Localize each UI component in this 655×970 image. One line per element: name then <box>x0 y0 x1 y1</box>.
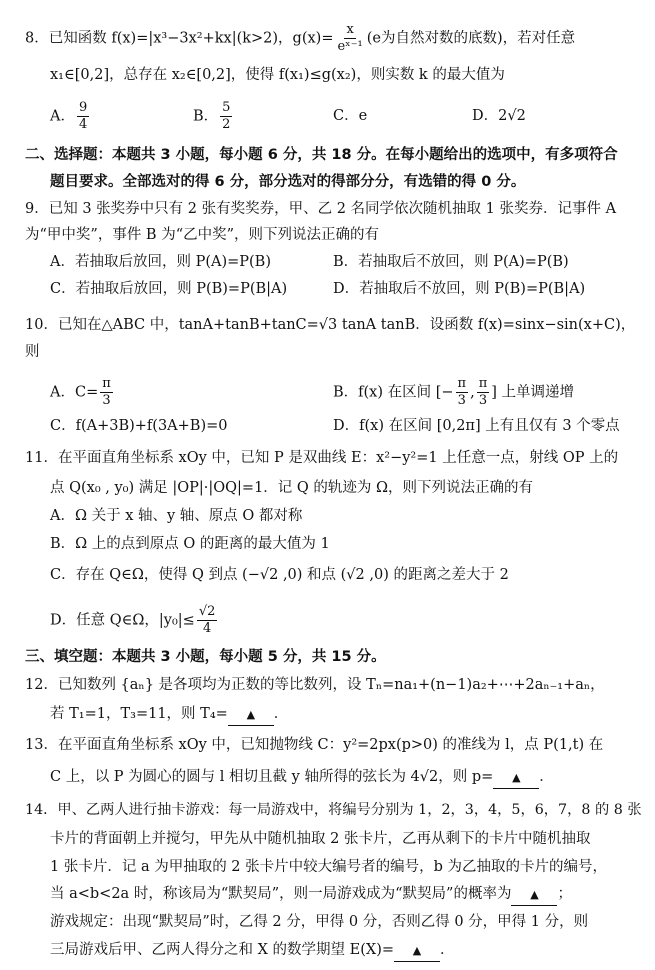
q14-stem6-prefix: 三局游戏后甲、乙两人得分之和 X 的数学期望 E(X)= <box>50 942 395 958</box>
q8-stem-line1 <box>25 22 575 55</box>
q12-stem-suffix: ． <box>273 706 289 722</box>
q10-option-b <box>333 376 574 409</box>
q14-stem6-suffix: ． <box>440 942 455 958</box>
section2-header-line2: 题目要求。全部选对的得 6 分，部分选对的得部分分，有选错的得 0 分。 <box>50 174 526 190</box>
q13-stem-suffix: ． <box>539 769 554 785</box>
q9-option-d: D．若抽取后不放回，则 P(B)=P(B|A) <box>333 281 586 297</box>
q10-option-b-fraction2 <box>477 376 490 409</box>
q8-option-b <box>193 100 234 133</box>
q13-answer-blank: ▲ <box>493 768 539 789</box>
q8-g-fraction <box>335 22 364 55</box>
q9-stem-line2: 为“甲中奖”，事件 B 为“乙中奖”，则下列说法正确的有 <box>25 227 380 243</box>
q11-option-a: A．Ω 关于 x 轴、y 轴、原点 O 都对称 <box>50 508 303 524</box>
q10-stem-line2: 则 <box>25 344 40 360</box>
q8-stem-line2: x₁∈[0,2]，总存在 x₂∈[0,2]，使得 f(x₁)≤g(x₂)，则实数 k 的最大值为 <box>50 67 505 83</box>
q12-stem-line1: 12．已知数列 {aₙ} 是各项均为正数的等比数列，设 Tₙ=na₁+(n−1)a₂+⋯+2aₙ₋₁+aₙ， <box>25 677 605 693</box>
q8-option-d: D．2√2 <box>472 108 526 124</box>
q11-option-d-prefix: D．任意 Q∈Ω，|y₀|≤ <box>50 612 195 629</box>
q8-option-c: C．e <box>333 108 368 124</box>
q14-answer-blank-1: ▲ <box>511 885 557 906</box>
q14-answer-blank-2: ▲ <box>394 941 440 962</box>
q14-stem-line3: 1 张卡片．记 a 为甲抽取的 2 张卡片中较大编号者的编号，b 为乙抽取的卡片的编号， <box>50 859 608 875</box>
q11-option-d-num: √2 <box>198 604 216 619</box>
q11-option-b: B．Ω 上的点到原点 O 的距离的最大值为 1 <box>50 536 330 552</box>
q12-stem-prefix: 若 T₁=1，T₃=11，则 T₄= <box>50 706 228 722</box>
q9-option-b: B．若抽取后不放回，则 P(A)=P(B) <box>333 254 569 270</box>
q10-option-b-suffix: ] 上单调递增 <box>491 384 575 401</box>
q10-option-b-den2: 3 <box>478 393 488 408</box>
q8-stem-part1: 8．已知函数 f(x)=|x³−3x²+kx|(k>2)，g(x)= <box>25 30 334 47</box>
q10-option-b-den1: 3 <box>457 393 466 408</box>
q14-stem4-suffix: ； <box>557 886 572 902</box>
q14-stem-line6 <box>50 940 455 962</box>
q11-stem-line2: 点 Q(x₀ , y₀) 满足 |OP|·|OQ|=1．记 Q 的轨迹为 Ω，则下列说法正确的有 <box>50 480 534 496</box>
q8-option-b-den: 2 <box>222 117 231 132</box>
q10-option-a-num: π <box>102 376 111 391</box>
q9-option-a: A．若抽取后放回，则 P(A)=P(B) <box>50 254 271 270</box>
q11-stem-line1: 11．在平面直角坐标系 xOy 中，已知 P 是双曲线 E：x²−y²=1 上任意一点，射线 OP 上的 <box>25 450 619 466</box>
q14-stem-line5: 游戏规定：出现“默契局”时，乙得 2 分，甲得 0 分，否则乙得 0 分，甲得 1 分，则 <box>50 914 589 930</box>
q11-option-d-den: 4 <box>202 621 212 636</box>
q8-option-a-den: 4 <box>78 117 88 132</box>
q10-option-b-fraction1 <box>456 376 469 409</box>
q10-option-b-num2: π <box>478 376 488 391</box>
q8-option-a-fraction <box>77 100 89 133</box>
q12-stem-line2 <box>50 704 288 726</box>
q8-g-denominator: eˣ⁻¹ <box>337 39 363 54</box>
q14-stem-line1: 14．甲、乙两人进行抽卡游戏：每一局游戏中，将编号分别为 1，2，3，4，5，6，7，8 的 8 张 <box>25 802 642 818</box>
q14-stem-line4 <box>50 884 572 906</box>
section3-header: 三、填空题：本题共 3 小题，每小题 5 分，共 15 分。 <box>25 649 386 665</box>
q8-option-a-num: 9 <box>78 100 88 115</box>
q10-option-a-fraction <box>100 376 113 409</box>
q9-option-c: C．若抽取后放回，则 P(B)=P(B|A) <box>50 281 288 297</box>
q14-stem4-prefix: 当 a<b<2a 时，称该局为“默契局”，则一局游戏成为“默契局”的概率为 <box>50 886 512 902</box>
q11-option-c: C．存在 Q∈Ω，使得 Q 到点 (−√2 ,0) 和点 (√2 ,0) 的距离之差大于 2 <box>50 567 509 583</box>
q14-stem-line2: 卡片的背面朝上并搅匀，甲先从中随机抽取 2 张卡片，乙再从剩下的卡片中随机抽取 <box>50 831 591 847</box>
q10-option-a-label: A．C= <box>50 384 99 401</box>
q11-option-d-fraction <box>197 604 218 637</box>
q13-stem-line2 <box>50 767 554 789</box>
q10-option-b-prefix: B．f(x) 在区间 [− <box>333 384 454 401</box>
q8-option-b-fraction <box>220 100 232 133</box>
q12-answer-blank: ▲ <box>228 705 274 726</box>
q10-option-a-den: 3 <box>102 393 111 408</box>
q8-g-numerator: x <box>346 22 354 37</box>
q8-stem-part2: (e为自然对数的底数)，若对任意 <box>366 30 576 47</box>
q11-option-d <box>50 604 219 637</box>
q8-option-a <box>50 100 91 133</box>
q8-option-b-label: B． <box>193 108 219 125</box>
q10-option-a <box>50 376 115 409</box>
q10-stem-line1: 10．已知在△ABC 中，tanA+tanB+tanC=√3 tanA tanB．设函数 f(x)=sinx−sin(x+C)， <box>25 317 636 333</box>
section2-header-line1: 二、选择题：本题共 3 小题，每小题 6 分，共 18 分。在每小题给出的选项中，有多项符合 <box>25 147 618 163</box>
q10-option-b-num1: π <box>457 376 467 391</box>
q13-stem-prefix: C 上，以 P 为圆心的圆与 l 相切且截 y 轴所得的弦长为 4√2，则 p= <box>50 769 494 785</box>
q10-option-b-comma: , <box>470 384 475 401</box>
q10-option-d: D．f(x) 在区间 [0,2π] 上有且仅有 3 个零点 <box>333 418 620 434</box>
q10-option-c: C．f(A+3B)+f(3A+B)=0 <box>50 418 228 434</box>
q8-option-a-label: A． <box>50 108 75 125</box>
q9-stem-line1: 9．已知 3 张奖券中只有 2 张有奖奖券，甲、乙 2 名同学依次随机抽取 1 张奖券．记事件 A <box>25 201 617 217</box>
q13-stem-line1: 13．在平面直角坐标系 xOy 中，已知抛物线 C：y²=2px(p>0) 的准线为 l，点 P(1,t) 在 <box>25 737 604 753</box>
q8-option-b-num: 5 <box>222 100 231 115</box>
